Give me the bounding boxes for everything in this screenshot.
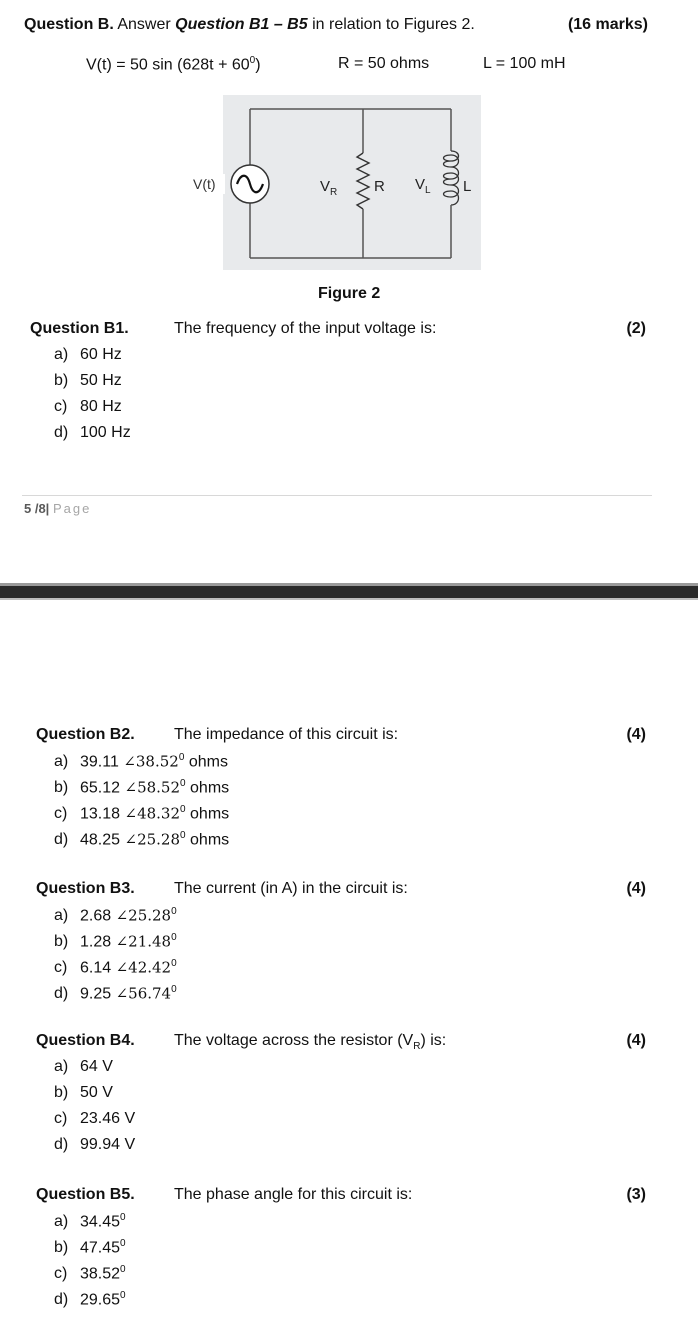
vr-label [320,178,337,198]
answer-option [0,1136,698,1162]
option-degree: 0 [180,830,186,841]
option-label: c) [54,1110,68,1127]
question-b2-header [0,726,698,752]
resistor-zigzag-icon [357,153,369,209]
option-text: 29.65 [80,1291,121,1309]
option-angle: ∠25.28 [115,906,172,925]
question-b3 [0,880,698,1010]
resistor-label: R [374,178,385,195]
page-word: Page [52,501,92,516]
given-inductance: L = 100 mH [483,55,566,72]
circuit-svg [193,95,481,270]
given-voltage [86,55,261,74]
option-degree: 0 [171,984,177,995]
answer-option [0,778,698,804]
answer-option [0,1110,698,1136]
answer-option [0,984,698,1010]
inductor-coil-icon [444,151,459,205]
option-unit: ohms [190,831,230,849]
option-text: 50 V [80,1084,113,1101]
answer-option [0,932,698,958]
answer-option [0,1238,698,1264]
option-label: a) [54,1213,69,1231]
option-magnitude: 2.68 [80,907,112,925]
question-text: The phase angle for this circuit is: [174,1186,413,1203]
option-label: b) [54,372,69,389]
question-number: Question B2. [36,726,135,743]
option-degree: 0 [171,932,177,943]
question-text-pre: The voltage across the resistor (V [174,1032,414,1049]
option-label: c) [54,1265,68,1283]
vr-label-main: V [320,178,331,195]
question-number: Question B5. [36,1186,135,1203]
option-degree: 0 [178,752,185,763]
answer-options [0,346,698,450]
given-voltage-main: V(t) = 50 sin (628t + 60 [86,56,250,74]
option-label: d) [54,985,69,1003]
document-page-5 [0,0,698,582]
vl-label-sub: L [425,185,431,196]
option-label: c) [54,805,68,823]
option-magnitude: 6.14 [80,959,112,977]
option-text: 99.94 V [80,1136,136,1153]
given-voltage-end: ) [255,56,261,74]
page-break-divider [0,583,698,600]
question-marks: (4) [626,1032,646,1049]
page-footer [24,501,91,516]
answer-option [0,1212,698,1238]
option-degree: 0 [171,958,177,969]
option-text: 38.52 [80,1265,121,1283]
vl-label-main: V [415,176,426,193]
circuit-diagram [193,95,481,270]
question-number: Question B4. [36,1032,135,1049]
option-text: 64 V [80,1058,113,1075]
question-b4-header [0,1032,698,1058]
question-b1-header [0,320,698,346]
answer-option [0,398,698,424]
question-marks: (3) [626,1186,646,1203]
question-marks: (4) [626,880,646,897]
option-text: 47.45 [80,1239,121,1257]
option-label: d) [54,1291,69,1309]
option-label: b) [54,933,69,951]
option-degree: 0 [120,1290,126,1301]
answer-option [0,958,698,984]
option-label: d) [54,831,69,849]
option-magnitude: 48.25 [80,831,121,849]
option-unit: ohms [188,753,228,771]
option-label: c) [54,959,68,977]
answer-option [0,424,698,450]
option-text: 60 Hz [80,346,122,363]
option-magnitude: 1.28 [80,933,112,951]
question-b5-header [0,1186,698,1212]
option-text: 80 Hz [80,398,122,415]
option-text: 34.45 [80,1213,121,1231]
vr-label-sub: R [330,187,338,198]
question-b4 [0,1032,698,1162]
option-label: a) [54,346,69,363]
option-label: d) [54,424,69,441]
option-angle: ∠42.42 [115,958,172,977]
question-number: Question B1. [30,320,129,337]
question-marks: (4) [626,726,646,743]
vl-label [415,176,431,196]
answer-option [0,1058,698,1084]
answer-option [0,1264,698,1290]
answer-option [0,346,698,372]
page-number: 5 /8| [24,501,50,516]
question-text [174,1032,446,1052]
answer-options [0,1212,698,1316]
option-label: c) [54,398,68,415]
option-degree: 0 [120,1212,126,1223]
answer-option [0,1084,698,1110]
question-text: The current (in A) in the circuit is: [174,880,408,897]
question-number: Question B3. [36,880,135,897]
answer-options [0,752,698,856]
answer-option [0,830,698,856]
question-marks: (2) [626,320,646,337]
option-degree: 0 [171,906,177,917]
section-intro: Answer [117,16,171,33]
option-angle: ∠38.52 [123,752,179,771]
option-unit: ohms [190,805,230,823]
given-resistance: R = 50 ohms [338,55,430,72]
option-magnitude: 39.11 [80,753,119,771]
option-label: b) [54,1239,69,1257]
option-degree: 0 [120,1238,126,1249]
option-magnitude: 65.12 [80,779,121,797]
question-text: The impedance of this circuit is: [174,726,399,743]
question-text: The frequency of the input voltage is: [174,320,437,337]
answer-option [0,906,698,932]
answer-option [0,804,698,830]
option-angle: ∠25.28 [124,830,181,849]
question-text-sub: R [413,1041,421,1053]
inductor-label: L [463,178,472,195]
question-b2 [0,726,698,856]
option-angle: ∠58.52 [124,778,181,797]
option-magnitude: 13.18 [80,805,121,823]
answer-options [0,906,698,1010]
option-label: a) [54,753,69,771]
question-b1 [0,320,698,450]
option-angle: ∠56.74 [115,984,172,1003]
option-label: b) [54,1084,69,1101]
option-text: 23.46 V [80,1110,136,1127]
answer-option [0,372,698,398]
option-degree: 0 [180,778,186,789]
option-angle: ∠48.32 [124,804,181,823]
option-label: b) [54,779,69,797]
option-unit: ohms [190,779,230,797]
source-label: V(t) [193,176,216,192]
question-b3-header [0,880,698,906]
option-text: 100 Hz [80,424,131,441]
answer-options [0,1058,698,1162]
option-angle: ∠21.48 [115,932,172,951]
question-b5 [0,1186,698,1316]
given-voltage-degree: 0 [249,55,256,66]
section-label: Question B. [24,16,114,33]
section-range: Question B1 – B5 [175,16,308,33]
section-rest: in relation to Figures 2. [312,16,475,33]
option-text: 50 Hz [80,372,122,389]
section-marks: (16 marks) [567,16,648,33]
question-text-post: ) is: [420,1032,447,1049]
answer-option [0,1290,698,1316]
option-label: d) [54,1136,69,1153]
option-magnitude: 9.25 [80,985,112,1003]
option-label: a) [54,1058,69,1075]
figure-caption: Figure 2 [318,285,381,302]
option-label: a) [54,907,69,925]
option-degree: 0 [180,804,186,815]
answer-option [0,752,698,778]
footer-divider [22,495,652,496]
option-degree: 0 [120,1264,126,1275]
section-heading [24,16,475,34]
